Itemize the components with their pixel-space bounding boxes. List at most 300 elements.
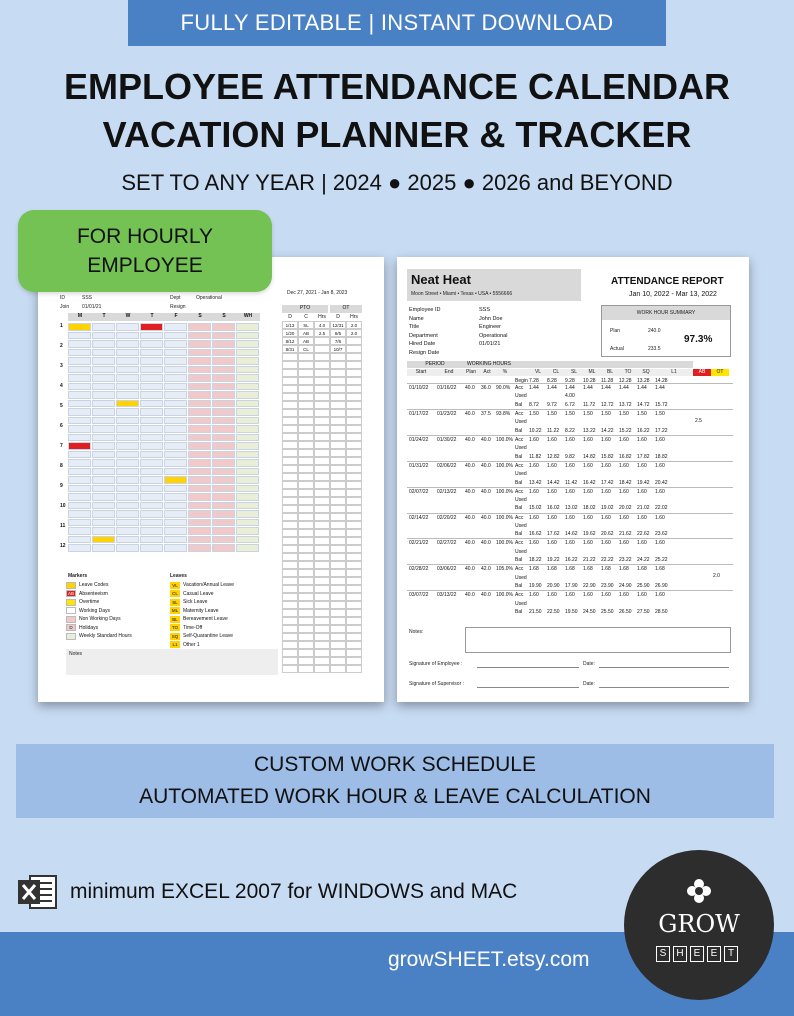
pto-cell [282, 465, 298, 473]
leave-value: 19.02 [601, 505, 614, 512]
leave-value: 1.68 [637, 566, 647, 573]
calendar-cell [140, 536, 163, 544]
leave-value: 1.44 [601, 385, 611, 391]
calendar-cell [92, 391, 115, 399]
column-header: BL [601, 369, 619, 376]
attendance-calendar-sheet [38, 257, 384, 702]
period-act: 40.0 [481, 462, 491, 469]
sig-supervisor-label: Signature of Supervisor : [409, 681, 465, 687]
period-act: 40.0 [481, 540, 491, 547]
period-plan: 40.0 [465, 436, 475, 443]
pto-cell [298, 369, 314, 377]
calendar-cell [236, 510, 259, 518]
pto-cell [346, 537, 362, 545]
pto-cell [346, 625, 362, 633]
calendar-cell [68, 332, 91, 340]
leave-value: 1.68 [565, 566, 575, 573]
leave-value: 26.50 [619, 609, 632, 615]
calendar-cell [68, 323, 91, 331]
calendar-cell [92, 476, 115, 484]
calendar-cell [164, 468, 187, 476]
leave-value: 15.22 [619, 427, 632, 434]
pto-cell [282, 593, 298, 601]
calendar-cell [92, 357, 115, 365]
summary-title: WORK HOUR SUMMARY [602, 306, 730, 320]
calendar-cell [164, 459, 187, 467]
pto-cell [298, 561, 314, 569]
pto-cell [298, 665, 314, 673]
leave-value: 1.68 [619, 566, 629, 573]
calendar-cell [92, 442, 115, 450]
leave-value: 14.82 [583, 453, 596, 460]
calendar-cell [140, 510, 163, 518]
pto-cell [314, 489, 330, 497]
calendar-cell [140, 383, 163, 391]
period-end: 01/16/22 [437, 385, 457, 391]
pto-cell [314, 545, 330, 553]
day-header: S [212, 313, 236, 321]
pto-cell [282, 353, 298, 361]
calendar-cell [212, 510, 235, 518]
leave-value: 15.82 [601, 453, 614, 460]
period-pct: 100.0% [496, 514, 513, 521]
leave-value: 18.02 [583, 505, 596, 512]
leave-value: 12.82 [547, 453, 560, 460]
period-pct: 90.0% [496, 385, 511, 391]
pto-cell [314, 497, 330, 505]
period-divider [407, 383, 733, 384]
calendar-cell [68, 536, 91, 544]
pto-cell [282, 521, 298, 529]
leave-value: 1.44 [655, 385, 665, 391]
leave-value: 1.60 [637, 462, 647, 469]
leave-item [170, 607, 278, 616]
pto-cell [298, 441, 314, 449]
leave-value: 1.68 [655, 566, 665, 573]
pto-cell [346, 545, 362, 553]
pto-cell [314, 657, 330, 665]
hourly-employee-badge [18, 210, 272, 292]
pto-cell [282, 361, 298, 369]
pto-cell: 1/13 [282, 321, 298, 329]
pto-cell [282, 441, 298, 449]
leave-value: 1.60 [637, 514, 647, 521]
calendar-cell [188, 417, 211, 425]
badge-line-1: FOR HOURLY [76, 225, 214, 248]
calendar-cell [188, 468, 211, 476]
pto-cell [314, 633, 330, 641]
pto-cell [282, 489, 298, 497]
calendar-cell [164, 527, 187, 535]
calendar-cell [140, 340, 163, 348]
period-start: 01/31/22 [409, 462, 429, 469]
calendar-cell [164, 323, 187, 331]
dept-label: Dept [170, 295, 181, 301]
pto-cell [330, 585, 346, 593]
period-start: 01/10/22 [409, 385, 429, 391]
leave-value: 25.22 [655, 557, 668, 564]
calendar-cell [116, 442, 139, 450]
leave-value: 1.50 [565, 410, 575, 417]
info-field [409, 324, 589, 333]
headline-line-2: VACATION PLANNER & TRACKER [102, 114, 692, 155]
period-act: 36.0 [481, 385, 491, 391]
period-divider [407, 590, 733, 591]
leave-value: 16.22 [637, 427, 650, 434]
pto-cell [314, 609, 330, 617]
calendar-cell [68, 527, 91, 535]
leave-value: 1.60 [619, 592, 629, 599]
pto-cell [346, 361, 362, 369]
marker-label: Absenteeism [79, 590, 108, 597]
calendar-cell [116, 476, 139, 484]
logo-letter: H [673, 946, 687, 962]
calendar-cell [188, 400, 211, 408]
period-end: 02/06/22 [437, 462, 457, 469]
info-field [409, 307, 589, 316]
leave-value: 21.62 [619, 531, 632, 538]
calendar-cell [140, 502, 163, 510]
date-line-1[interactable] [599, 667, 729, 668]
pto-cell [282, 633, 298, 641]
leave-value: 20.42 [655, 479, 668, 486]
leave-value: 18.42 [619, 479, 632, 486]
marker-swatch [66, 599, 76, 606]
pto-cell [298, 513, 314, 521]
period-divider [407, 461, 733, 462]
pto-cell [298, 649, 314, 657]
leave-value: 11.82 [529, 453, 542, 460]
calendar-cell [236, 434, 259, 442]
calendar-cell [164, 400, 187, 408]
calendar-cell [92, 493, 115, 501]
month-number: 8 [60, 463, 63, 469]
leave-value: 1.60 [547, 436, 557, 443]
calendar-cell [92, 340, 115, 348]
month-number: 11 [60, 523, 66, 529]
calendar-cell [92, 527, 115, 535]
info-value: Operational [479, 332, 508, 339]
leave-value: 6.72 [565, 401, 575, 408]
leave-value: 1.60 [583, 462, 593, 469]
leave-label: Time-Off [183, 624, 203, 631]
leave-value: 20.90 [547, 583, 560, 590]
leave-value: 1.60 [619, 436, 629, 443]
leave-value: 8.72 [529, 401, 539, 408]
period-plan: 40.0 [465, 566, 475, 573]
calendar-cell [236, 357, 259, 365]
period-start: 02/07/22 [409, 488, 429, 495]
pto-cell [346, 577, 362, 585]
marker-swatch [66, 607, 76, 614]
pto-cell: 8/12 [282, 337, 298, 345]
calendar-cell [68, 442, 91, 450]
pto-cell [314, 561, 330, 569]
period-divider [407, 513, 733, 514]
calendar-cell [116, 519, 139, 527]
leave-item [170, 624, 278, 633]
begin-cell: 9.28 [565, 378, 575, 384]
column-header: OT [711, 369, 729, 376]
calendar-cell [116, 527, 139, 535]
period-end: 01/30/22 [437, 436, 457, 443]
pto-cell [298, 641, 314, 649]
pto-cell [298, 601, 314, 609]
calendar-cell [140, 425, 163, 433]
period-end: 02/20/22 [437, 514, 457, 521]
pto-cell [298, 553, 314, 561]
pto-cell [346, 337, 362, 345]
pto-cell [314, 425, 330, 433]
pto-cell [330, 609, 346, 617]
pto-cell [282, 609, 298, 617]
leave-value: 10.22 [529, 427, 542, 434]
leave-value: 1.68 [583, 566, 593, 573]
pto-cell [330, 441, 346, 449]
leave-value: 16.62 [529, 531, 542, 538]
pto-cell [282, 529, 298, 537]
row-label: Acc [515, 462, 524, 469]
leave-value: 1.60 [637, 436, 647, 443]
calendar-cell [140, 434, 163, 442]
pto-cell [282, 561, 298, 569]
calendar-cell [188, 493, 211, 501]
calendar-cell [212, 459, 235, 467]
pto-cell [330, 537, 346, 545]
leave-value: 1.60 [529, 462, 539, 469]
calendar-cell [236, 332, 259, 340]
pto-cell [314, 481, 330, 489]
marker-label: Working Days [79, 607, 111, 614]
pto-cell [298, 585, 314, 593]
pto-col-header: Hrs [318, 314, 326, 320]
logo-letter: E [707, 946, 721, 962]
pto-cell [346, 569, 362, 577]
leave-header-band [515, 361, 693, 368]
pto-cell [314, 665, 330, 673]
leave-value: 1.68 [547, 566, 557, 573]
calendar-cell [212, 349, 235, 357]
calendar-cell [68, 510, 91, 518]
row-label: Acc [515, 436, 524, 443]
leave-value: 16.22 [565, 557, 578, 564]
calendar-cell [236, 536, 259, 544]
leave-value: 20.02 [619, 505, 632, 512]
calendar-cell [116, 544, 139, 552]
pto-cell [346, 369, 362, 377]
leave-value: 18.22 [529, 557, 542, 564]
calendar-cell [212, 366, 235, 374]
calendar-cell [236, 374, 259, 382]
calendar-cell [164, 485, 187, 493]
pto-cell [298, 393, 314, 401]
pto-cell [314, 473, 330, 481]
calendar-cell [116, 349, 139, 357]
pto-cell [330, 593, 346, 601]
logo-letter: E [690, 946, 704, 962]
calendar-cell [164, 374, 187, 382]
pto-cell: SL [298, 321, 314, 329]
pto-cell [330, 521, 346, 529]
calendar-cell [164, 332, 187, 340]
column-header: Start [407, 369, 435, 376]
calendar-cell [236, 425, 259, 433]
calendar-cell [140, 493, 163, 501]
calendar-cell [164, 536, 187, 544]
pto-cell [314, 457, 330, 465]
pto-cell [346, 609, 362, 617]
day-header: T [140, 313, 164, 321]
calendar-cell [140, 332, 163, 340]
calendar-cell [140, 408, 163, 416]
calendar-cell [164, 425, 187, 433]
calendar-cell [212, 544, 235, 552]
period-act: 37.5 [481, 410, 491, 417]
leave-value: 9.72 [547, 401, 557, 408]
calendar-cell [68, 391, 91, 399]
date-line-2[interactable] [599, 687, 729, 688]
pto-cell [282, 649, 298, 657]
row-label: Used [515, 522, 527, 529]
pto-cell [298, 593, 314, 601]
leave-code: BL [170, 616, 180, 623]
calendar-cell [68, 383, 91, 391]
pto-cell [314, 649, 330, 657]
report-notes-field[interactable] [465, 627, 731, 653]
calendar-cell [164, 434, 187, 442]
calendar-cell [236, 323, 259, 331]
calendar-cell [212, 527, 235, 535]
pto-cell [298, 545, 314, 553]
calendar-cell [116, 459, 139, 467]
pto-cell [330, 513, 346, 521]
leave-value: 26.90 [655, 583, 668, 590]
begin-cell: 8.28 [547, 378, 557, 384]
pto-cell [298, 433, 314, 441]
pto-cell [314, 409, 330, 417]
shop-url[interactable]: growSHEET.etsy.com [388, 948, 590, 971]
calendar-cell [140, 349, 163, 357]
column-header: TO [619, 369, 637, 376]
calendar-cell [212, 442, 235, 450]
pto-cell [330, 505, 346, 513]
join-label: Join [60, 304, 70, 310]
calendar-cell [188, 323, 211, 331]
leave-value: 18.82 [655, 453, 668, 460]
begin-cell: 10.28 [583, 378, 596, 384]
calendar-cell [140, 366, 163, 374]
calendar-cell [68, 434, 91, 442]
pto-cell [346, 617, 362, 625]
row-label: Used [515, 445, 527, 452]
dept-value: Operational [196, 295, 222, 301]
calendar-cell [212, 502, 235, 510]
info-label: Name [409, 315, 424, 322]
leave-value: 13.22 [583, 427, 596, 434]
pto-cell [346, 385, 362, 393]
pto-cell [282, 585, 298, 593]
pto-cell [314, 337, 330, 345]
leave-value: 1.60 [565, 514, 575, 521]
calendar-cell [188, 442, 211, 450]
calendar-cell [140, 527, 163, 535]
pto-cell [330, 601, 346, 609]
leave-value: 1.50 [619, 410, 629, 417]
calendar-cell [116, 451, 139, 459]
pto-cell [298, 481, 314, 489]
pto-cell [282, 657, 298, 665]
calendar-cell [116, 536, 139, 544]
leave-value: 1.60 [583, 488, 593, 495]
pto-cell [298, 577, 314, 585]
feature-line-1: CUSTOM WORK SCHEDULE [254, 753, 536, 776]
row-label: Acc [515, 540, 524, 547]
leave-value: 15.72 [655, 401, 668, 408]
leave-value: 16.82 [619, 453, 632, 460]
row-label: Acc [515, 410, 524, 417]
calendar-cell [140, 544, 163, 552]
row-label: Used [515, 600, 527, 607]
calendar-cell [188, 425, 211, 433]
calendar-cell [68, 425, 91, 433]
row-label: Used [515, 419, 527, 426]
requirement-text: minimum EXCEL 2007 for WINDOWS and MAC [70, 880, 518, 903]
pto-cell [346, 521, 362, 529]
company-address: Moon Street • Miami • Texas • USA • 5556666 [411, 291, 513, 297]
sig-employee-line[interactable] [477, 667, 579, 668]
leave-value: 27.50 [637, 609, 650, 615]
pto-cell [314, 521, 330, 529]
pto-cell [282, 553, 298, 561]
leave-value: 14.42 [547, 479, 560, 486]
pto-cell [330, 657, 346, 665]
pto-cell [346, 481, 362, 489]
period-pct: 100.0% [496, 540, 513, 547]
sig-supervisor-line[interactable] [477, 687, 579, 688]
leave-value: 22.22 [601, 557, 614, 564]
calendar-cell [188, 349, 211, 357]
pto-cell [298, 489, 314, 497]
pto-cell [298, 361, 314, 369]
leave-value: 1.50 [529, 410, 539, 417]
pto-cell [282, 481, 298, 489]
row-label: Bal [515, 427, 523, 434]
pto-cell: 10/7 [330, 345, 346, 353]
pto-cell: 2.0 [346, 321, 362, 329]
period-plan: 40.0 [465, 385, 475, 391]
pto-cell [346, 529, 362, 537]
calendar-cell [236, 391, 259, 399]
leave-value: 17.82 [637, 453, 650, 460]
period-plan: 40.0 [465, 514, 475, 521]
leave-value: 21.02 [637, 505, 650, 512]
pto-cell [282, 377, 298, 385]
calendar-cell [188, 408, 211, 416]
row-label: Acc [515, 566, 524, 573]
pto-cell [298, 417, 314, 425]
pto-cell [330, 353, 346, 361]
leave-label: Bereavement Leave [183, 616, 228, 623]
plan-label: Plan [610, 328, 621, 334]
calendar-period: Dec 27, 2021 - Jan 8, 2023 [287, 290, 348, 296]
calendar-cell [236, 349, 259, 357]
calendar-cell [212, 374, 235, 382]
leave-value: 1.60 [565, 462, 575, 469]
calendar-cell [92, 366, 115, 374]
calendar-cell [188, 459, 211, 467]
calendar-cell [164, 493, 187, 501]
marker-swatch [66, 633, 76, 640]
